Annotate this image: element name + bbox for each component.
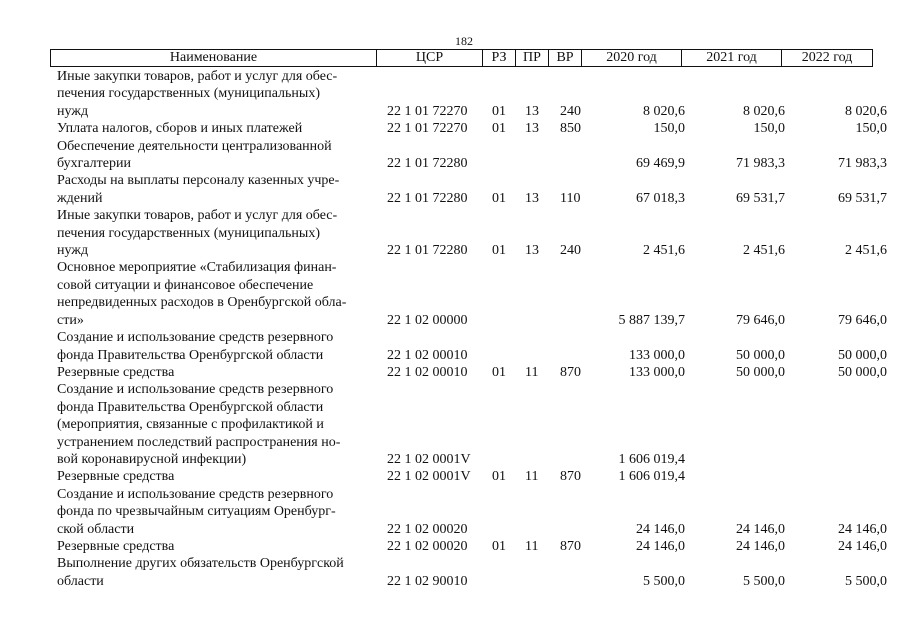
row-name-line: Уплата налогов, сборов и иных платежей	[57, 121, 303, 137]
row-csr: 22 1 01 72280	[387, 156, 468, 172]
row-rz: 01	[492, 103, 506, 119]
row-pr: 11	[525, 538, 539, 554]
table-row	[0, 555, 905, 590]
row-name-line: области	[57, 573, 104, 589]
row-name-line: фонда Правительства Оренбургской области	[57, 399, 324, 415]
row-y2022: 2 451,6	[845, 243, 887, 259]
row-y2021: 150,0	[753, 121, 785, 137]
row-y2020: 24 146,0	[636, 521, 685, 537]
row-name-line: (мероприятия, связанные с профилактикой и	[57, 417, 324, 433]
row-name-line: вой коронавирусной инфекции)	[57, 451, 247, 467]
header-2021: 2021 год	[681, 50, 781, 66]
page-number: 182	[455, 34, 473, 48]
row-name-line: Резервные средства	[57, 538, 175, 554]
row-name-line: Иные закупки товаров, работ и услуг для обес-	[57, 208, 338, 224]
row-name	[57, 138, 377, 173]
row-y2021: 5 500,0	[743, 573, 785, 589]
row-y2022: 50 000,0	[838, 364, 887, 380]
row-y2020: 1 606 019,4	[618, 469, 685, 485]
row-y2020: 69 469,9	[636, 156, 685, 172]
row-csr: 22 1 02 00010	[387, 364, 468, 380]
table-row	[0, 538, 905, 555]
row-name-line: печения государственных (муниципальных)	[57, 86, 320, 102]
row-name-line: Резервные средства	[57, 364, 175, 380]
table-row	[0, 259, 905, 329]
row-y2022: 71 983,3	[838, 156, 887, 172]
row-name	[57, 329, 377, 364]
row-pr: 13	[525, 243, 539, 259]
row-y2020: 24 146,0	[636, 538, 685, 554]
row-name	[57, 120, 377, 137]
row-pr: 11	[525, 469, 539, 485]
row-pr: 11	[525, 364, 539, 380]
row-y2020: 67 018,3	[636, 190, 685, 206]
row-name	[57, 486, 377, 538]
row-y2022: 5 500,0	[845, 573, 887, 589]
row-name	[57, 381, 377, 468]
row-csr: 22 1 01 72270	[387, 121, 468, 137]
header-pr: ПР	[515, 50, 548, 66]
table-row	[0, 381, 905, 468]
row-rz: 01	[492, 243, 506, 259]
table-row	[0, 364, 905, 381]
row-y2022: 150,0	[855, 121, 887, 137]
row-y2020: 133 000,0	[629, 347, 685, 363]
row-y2021: 79 646,0	[736, 312, 785, 328]
row-name-line: совой ситуации и финансовое обеспечение	[57, 277, 314, 293]
row-y2020: 133 000,0	[629, 364, 685, 380]
row-name-line: Иные закупки товаров, работ и услуг для обес-	[57, 69, 338, 84]
header-rz: РЗ	[482, 50, 515, 66]
row-y2021: 24 146,0	[736, 521, 785, 537]
row-rz: 01	[492, 121, 506, 137]
row-name-line: бухгалтерии	[57, 156, 131, 172]
table-row	[0, 68, 905, 120]
row-vr: 850	[560, 121, 581, 137]
row-name	[57, 172, 377, 207]
row-name-line: Выполнение других обязательств Оренбургской	[57, 556, 344, 572]
row-csr: 22 1 02 00020	[387, 538, 468, 554]
row-csr: 22 1 02 0001V	[387, 451, 471, 467]
row-name-line: фонда Правительства Оренбургской области	[57, 347, 324, 363]
row-name	[57, 68, 377, 120]
row-y2022: 69 531,7	[838, 190, 887, 206]
row-vr: 110	[560, 190, 581, 206]
row-y2021: 50 000,0	[736, 364, 785, 380]
row-csr: 22 1 02 00010	[387, 347, 468, 363]
row-name-line: Основное мероприятие «Стабилизация финан-	[57, 260, 337, 276]
row-y2020: 5 887 139,7	[618, 312, 685, 328]
row-y2020: 1 606 019,4	[618, 451, 685, 467]
row-vr: 870	[560, 469, 581, 485]
row-csr: 22 1 01 72280	[387, 243, 468, 259]
row-csr: 22 1 02 00020	[387, 521, 468, 537]
row-y2020: 150,0	[653, 121, 685, 137]
row-y2021: 71 983,3	[736, 156, 785, 172]
row-pr: 13	[525, 103, 539, 119]
row-rz: 01	[492, 190, 506, 206]
table-row	[0, 138, 905, 173]
row-name-line: фонда по чрезвычайным ситуациям Оренбург-	[57, 504, 336, 520]
row-y2021: 24 146,0	[736, 538, 785, 554]
row-csr: 22 1 02 00000	[387, 312, 468, 328]
row-rz: 01	[492, 469, 506, 485]
row-name-line: Создание и использование средств резервного	[57, 330, 334, 346]
row-name-line: устранением последствий распространения но-	[57, 434, 341, 450]
row-name-line: печения государственных (муниципальных)	[57, 225, 320, 241]
row-csr: 22 1 02 90010	[387, 573, 468, 589]
row-name-line: нужд	[57, 103, 89, 119]
row-y2021: 50 000,0	[736, 347, 785, 363]
row-y2022: 8 020,6	[845, 103, 887, 119]
row-csr: 22 1 01 72280	[387, 190, 468, 206]
row-name-line: Создание и использование средств резервного	[57, 486, 334, 502]
row-y2022: 79 646,0	[838, 312, 887, 328]
row-y2021: 8 020,6	[743, 103, 785, 119]
row-name-line: Создание и использование средств резервного	[57, 382, 334, 398]
row-y2022: 24 146,0	[838, 538, 887, 554]
row-y2022: 24 146,0	[838, 521, 887, 537]
header-vr: ВР	[548, 50, 581, 66]
row-name-line: Расходы на выплаты персоналу казенных учре-	[57, 173, 340, 189]
row-vr: 240	[560, 243, 581, 259]
table-row	[0, 468, 905, 485]
header-csr: ЦСР	[376, 50, 482, 66]
row-name	[57, 207, 377, 259]
row-name-line: Обеспечение деятельности централизованной	[57, 138, 332, 154]
row-y2021: 2 451,6	[743, 243, 785, 259]
row-name-line: сти»	[57, 312, 84, 328]
header-name: Наименование	[50, 50, 376, 66]
table-row	[0, 486, 905, 538]
row-pr: 13	[525, 121, 539, 137]
table-body	[0, 68, 905, 590]
table-row	[0, 120, 905, 137]
row-name	[57, 555, 377, 590]
row-rz: 01	[492, 538, 506, 554]
row-y2020: 5 500,0	[643, 573, 685, 589]
row-name	[57, 364, 377, 381]
table-row	[0, 207, 905, 259]
row-name-line: непредвиденных расходов в Оренбургской обла-	[57, 295, 347, 311]
row-csr: 22 1 01 72270	[387, 103, 468, 119]
row-name-line: ской области	[57, 521, 135, 537]
row-rz: 01	[492, 364, 506, 380]
row-y2020: 8 020,6	[643, 103, 685, 119]
row-name-line: ждений	[57, 190, 103, 206]
row-y2021: 69 531,7	[736, 190, 785, 206]
row-name-line: нужд	[57, 243, 89, 259]
header-2020: 2020 год	[581, 50, 681, 66]
row-name	[57, 468, 377, 485]
table-row	[0, 172, 905, 207]
row-y2022: 50 000,0	[838, 347, 887, 363]
row-vr: 240	[560, 103, 581, 119]
header-2022: 2022 год	[781, 50, 873, 66]
table-header	[50, 49, 873, 67]
table-row	[0, 329, 905, 364]
row-name	[57, 259, 377, 329]
row-y2020: 2 451,6	[643, 243, 685, 259]
row-pr: 13	[525, 190, 539, 206]
row-vr: 870	[560, 364, 581, 380]
row-name-line: Резервные средства	[57, 469, 175, 485]
row-vr: 870	[560, 538, 581, 554]
row-csr: 22 1 02 0001V	[387, 469, 471, 485]
row-name	[57, 538, 377, 555]
